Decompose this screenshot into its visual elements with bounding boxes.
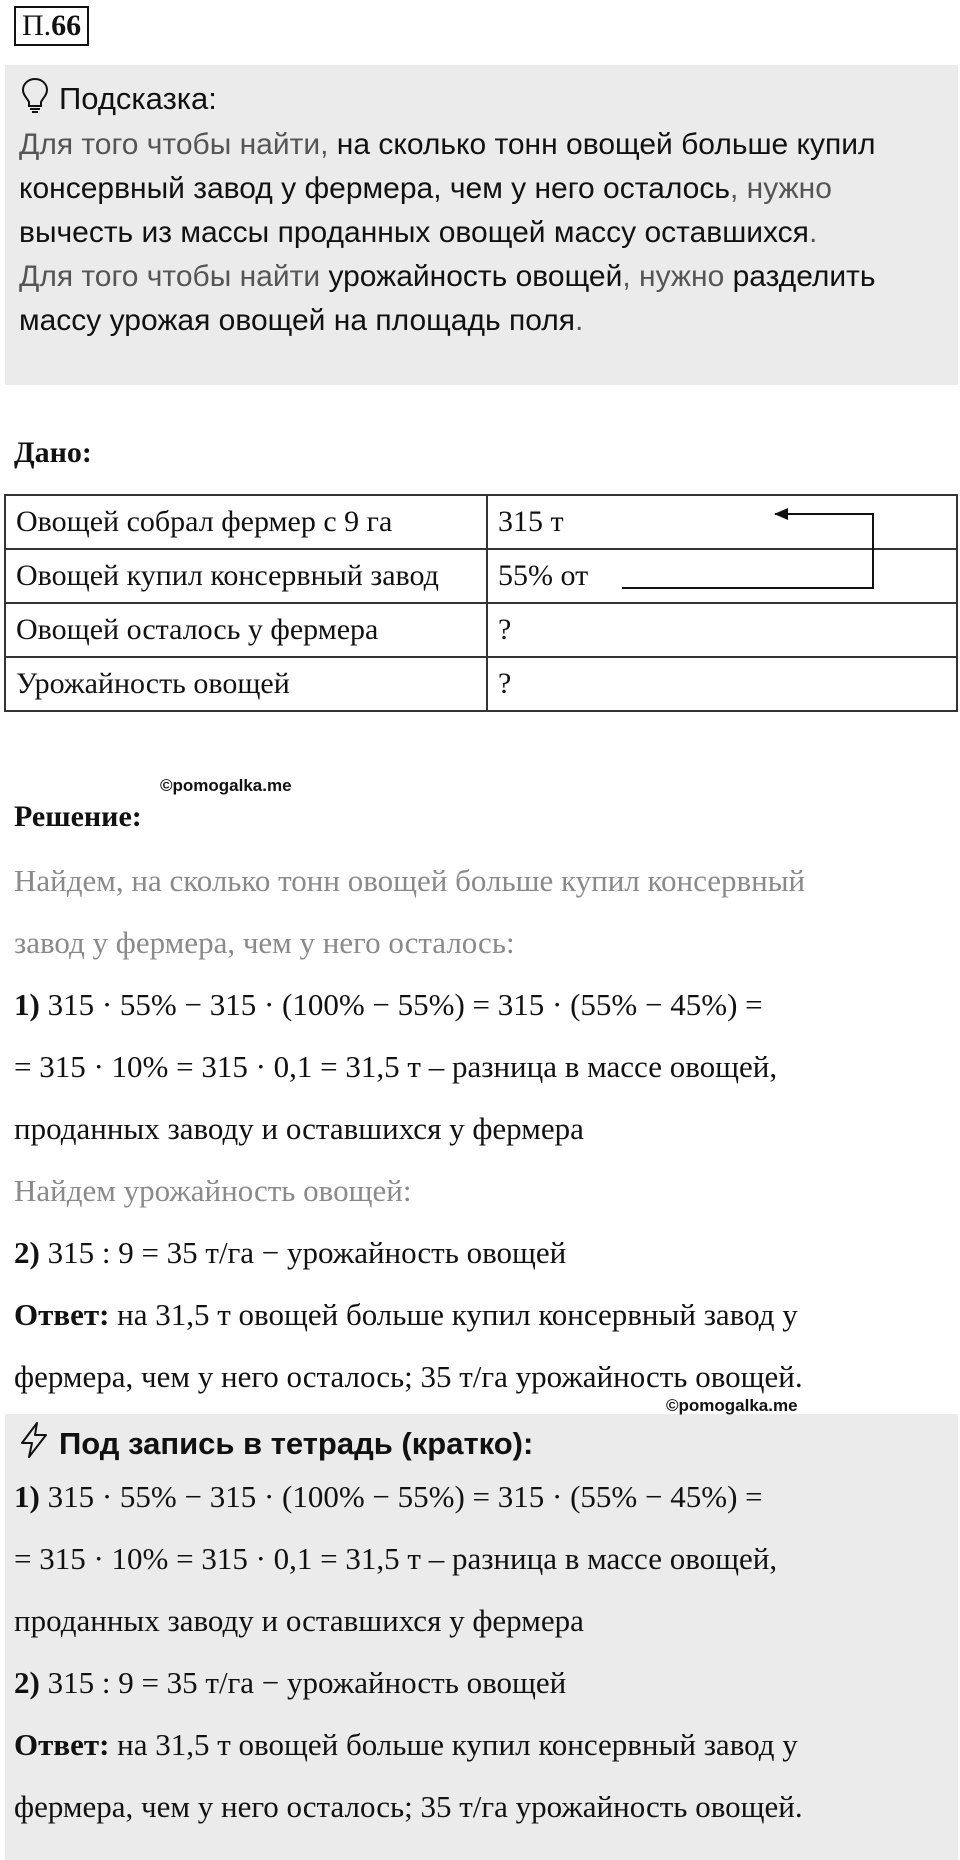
step2-text: 315 : 9 = 35 т/га − урожайность овощей <box>39 1235 567 1270</box>
hint-s1-b: на сколько тонн овощей больше купил консервный завод у фермера, чем у него осталось <box>19 128 876 205</box>
brief-step2-text: 315 : 9 = 35 т/га − урожайность овощей <box>39 1665 567 1700</box>
brief-answer-line <box>14 1714 954 1776</box>
task-prefix: П. <box>22 9 52 42</box>
step1-number: 1) <box>14 987 40 1022</box>
answer-label: Ответ: <box>14 1297 110 1332</box>
brief-step1-line: = 315 · 10% = 315 · 0,1 = 31,5 т – разница в массе овощей, <box>14 1541 778 1576</box>
brief-step1-line: проданных заводу и оставшихся у фермера <box>14 1603 584 1638</box>
given-value: 55% от <box>487 549 957 603</box>
given-value: ? <box>487 657 957 711</box>
hint-s2-a: Для того чтобы найти <box>19 260 329 293</box>
brief-step1-number: 1) <box>14 1479 40 1514</box>
hint-s1-c: , нужно <box>729 172 832 205</box>
hint-s2-d: разделить массу урожая овощей на площадь поля <box>19 260 876 337</box>
given-label: Овощей собрал фермер с 9 га <box>5 495 487 549</box>
lightning-icon <box>19 1422 49 1466</box>
step1-line: проданных заводу и оставшихся у фермера <box>14 1111 584 1146</box>
brief-box <box>5 1414 958 1860</box>
reference-arrow-icon <box>590 500 890 600</box>
step1-line <box>14 974 954 1036</box>
step1-text: 315 · 55% − 315 · (100% − 55%) = 315 · (55% − 45%) = <box>39 987 763 1022</box>
brief-step2-line <box>14 1652 954 1714</box>
task-number: 66 <box>51 9 82 42</box>
given-label: Овощей купил консервный завод <box>5 549 487 603</box>
hint-s2-b: урожайность овощей <box>328 260 623 293</box>
solution-intro-line: завод у фермера, чем у него осталось: <box>14 925 515 960</box>
task-number-badge <box>14 6 89 46</box>
hint-s1-e: . <box>808 216 818 249</box>
solution-body <box>14 850 954 1408</box>
hint-text <box>19 123 949 343</box>
answer-text: на 31,5 т овощей больше купил консервный завод у <box>109 1297 798 1332</box>
brief-title: Под запись в тетрадь (кратко): <box>59 1426 534 1461</box>
hint-header <box>21 77 217 121</box>
step1-line: = 315 · 10% = 315 · 0,1 = 31,5 т – разница в массе овощей, <box>14 1049 778 1084</box>
given-label: Урожайность овощей <box>5 657 487 711</box>
hint-s2-e: . <box>574 304 584 337</box>
solution-title: Решение: <box>14 800 142 833</box>
answer-line: фермера, чем у него осталось; 35 т/га урожайность овощей. <box>14 1359 803 1394</box>
solution-intro-line: Найдем урожайность овощей: <box>14 1173 412 1208</box>
given-label: Овощей осталось у фермера <box>5 603 487 657</box>
hint-s1-d: вычесть из массы проданных овощей массу оставшихся <box>19 216 809 249</box>
given-title: Дано: <box>14 436 92 469</box>
watermark: ©pomogalka.me <box>666 1396 798 1415</box>
watermark: ©pomogalka.me <box>160 776 292 795</box>
brief-header <box>19 1422 533 1466</box>
brief-answer-label: Ответ: <box>14 1727 110 1762</box>
hint-s2-c: , нужно <box>622 260 733 293</box>
hint-box <box>5 65 958 385</box>
given-row <box>5 657 957 711</box>
brief-step1-text: 315 · 55% − 315 · (100% − 55%) = 315 · (55% − 45%) = <box>39 1479 763 1514</box>
brief-step2-number: 2) <box>14 1665 40 1700</box>
step2-line <box>14 1222 954 1284</box>
given-value: ? <box>487 603 957 657</box>
given-row <box>5 603 957 657</box>
given-value: 315 т <box>487 495 957 549</box>
lightbulb-icon <box>21 77 49 121</box>
step2-number: 2) <box>14 1235 40 1270</box>
brief-body <box>14 1466 954 1838</box>
answer-line <box>14 1284 954 1346</box>
brief-step1-line <box>14 1466 954 1528</box>
hint-title: Подсказка: <box>59 81 217 116</box>
solution-intro-line: Найдем, на сколько тонн овощей больше купил консервный <box>14 863 806 898</box>
brief-answer-line: фермера, чем у него осталось; 35 т/га урожайность овощей. <box>14 1789 803 1824</box>
brief-answer-text: на 31,5 т овощей больше купил консервный завод у <box>109 1727 798 1762</box>
hint-s1-a: Для того чтобы найти, <box>19 128 337 161</box>
